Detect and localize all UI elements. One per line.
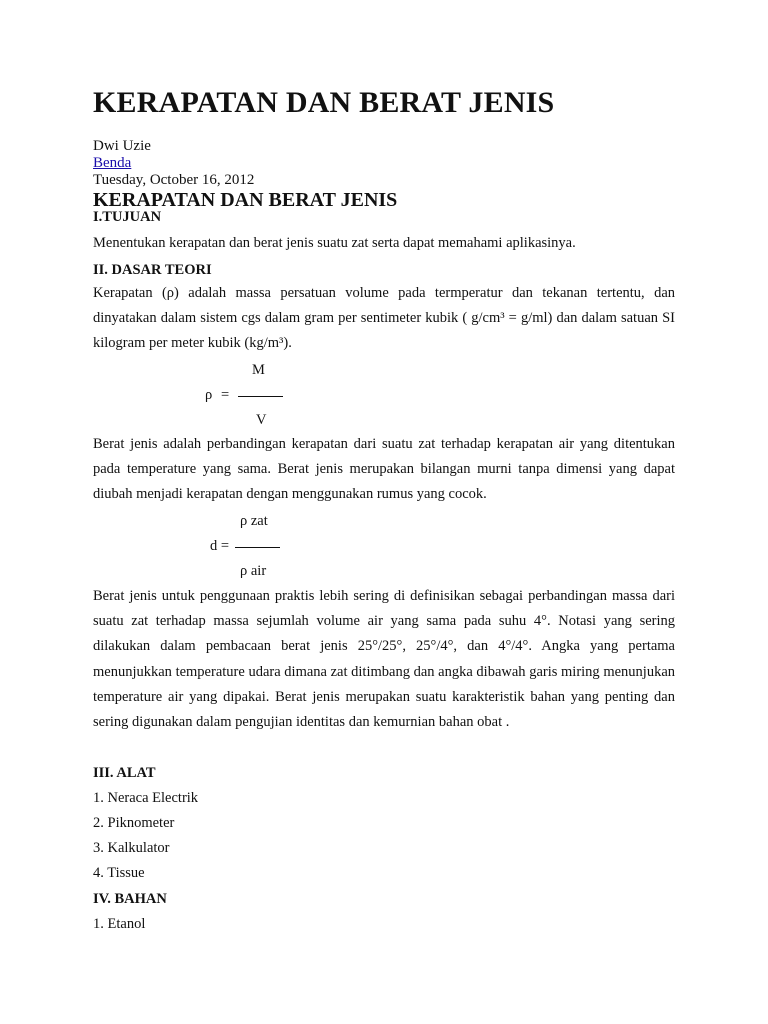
tujuan-text: Menentukan kerapatan dan berat jenis suatu zat serta dapat memahami aplikasinya.	[93, 235, 576, 251]
alat-item: 4. Tissue	[93, 865, 145, 881]
formula-numerator: M	[252, 362, 265, 378]
dasar-teori-paragraph-1: Kerapatan (ρ) adalah massa persatuan volume pada termperatur dan tekanan tertentu, dan dinyatakan dalam sistem cgs dalam gram per sentimeter kubik ( g/cm³ = g/ml) dan dalam satuan SI kilogram per meter kubik (kg/m³).	[93, 285, 675, 352]
formula-lhs: d =	[210, 538, 230, 554]
category-link[interactable]: Benda	[93, 155, 132, 171]
page-title: KERAPATAN DAN BERAT JENIS	[93, 86, 555, 119]
formula-denominator: V	[256, 412, 267, 428]
heading-tujuan: I.TUJUAN	[93, 209, 162, 225]
post-date: Tuesday, October 16, 2012	[93, 172, 255, 188]
formula-numerator: ρ zat	[240, 513, 268, 529]
formula-equals: =	[221, 387, 230, 403]
dasar-teori-paragraph-2: Berat jenis adalah perbandingan kerapatan dari suatu zat terhadap kerapatan air yang ditentukan pada temperature yang sama. Berat jenis merupakan bilangan murni tanpa dimensi yang dapat diubah menjadi kerapatan dengan menggunakan rumus yang cocok.	[93, 436, 675, 503]
dasar-teori-paragraph-3: Berat jenis untuk penggunaan praktis lebih sering di definisikan sebagai perbandingan massa dari suatu zat terhadap massa sejumlah volume air yang sama pada suhu 4°. Notasi yang sering dilakukan dalam pembacaan berat jenis 25°/25°, 25°/4°, dan 4°/4°. Angka yang pertama menunjukkan temperature udara dimana zat ditimbang dan angka dibawah garis miring menunjukan temperature air yang dipakai. Berat jenis merupakan suatu karakteristik bahan yang penting dan sering digunakan dalam pengujian identitas dan kemurnian bahan obat .	[93, 588, 675, 731]
heading-alat: III. ALAT	[93, 765, 156, 781]
fraction-bar	[235, 547, 280, 548]
alat-item: 1. Neraca Electrik	[93, 790, 199, 806]
fraction-bar	[238, 396, 283, 397]
heading-dasar-teori: II. DASAR TEORI	[93, 262, 212, 278]
bahan-item: 1. Etanol	[93, 916, 146, 932]
alat-item: 3. Kalkulator	[93, 840, 170, 856]
formula-lhs: ρ	[205, 387, 213, 403]
heading-bahan: IV. BAHAN	[93, 891, 167, 907]
author-name: Dwi Uzie	[93, 138, 151, 154]
alat-item: 2. Piknometer	[93, 815, 175, 831]
formula-denominator: ρ air	[240, 563, 267, 579]
section-title: KERAPATAN DAN BERAT JENIS	[93, 189, 398, 211]
